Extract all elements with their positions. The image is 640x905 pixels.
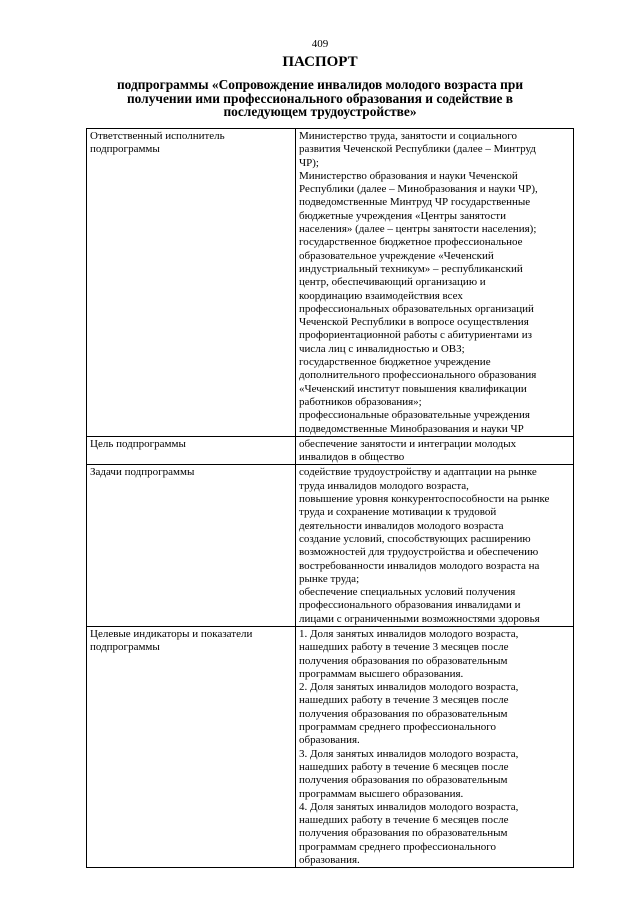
value-line: инвалидов в общество: [299, 451, 405, 464]
value-line: обеспечение занятости и интеграции молодых: [299, 437, 517, 450]
value-line: профессиональные образовательные учреждения: [299, 409, 530, 422]
document-title: ПАСПОРТ: [282, 54, 358, 70]
row-value: [296, 626, 574, 867]
value-line: 1. Доля занятых инвалидов молодого возраста,: [299, 627, 519, 640]
row-label: [87, 465, 296, 627]
row-value: [296, 436, 574, 465]
value-line: 4. Доля занятых инвалидов молодого возраста,: [299, 800, 519, 813]
value-line: центр, обеспечивающий организацию и: [299, 276, 486, 289]
label-line: подпрограммы: [90, 143, 160, 156]
table-row-goal: [87, 436, 574, 465]
value-line: нашедших работу в течение 3 месяцев после: [299, 694, 509, 707]
value-line: Министерство труда, занятости и социального: [299, 130, 517, 142]
value-line: Министерство образования и науки Чеченской: [299, 169, 518, 182]
table-row-tasks: [87, 465, 574, 627]
value-line: программам среднего профессионального: [299, 721, 497, 734]
value-line: получения образования по образовательным: [299, 707, 508, 720]
label-line: Целевые индикаторы и показатели: [90, 627, 253, 640]
value-line: подведомственные Минобразования и науки ЧР: [299, 422, 524, 435]
value-line: программам высшего образования.: [299, 667, 464, 680]
value-line: подведомственные Минтруд ЧР государственные: [299, 196, 531, 209]
value-line: 3. Доля занятых инвалидов молодого возраста,: [299, 747, 519, 760]
row-value: [296, 465, 574, 627]
label-line: Ответственный исполнитель: [90, 130, 225, 142]
value-line: лицами с ограниченными возможностями здоровья: [299, 612, 540, 625]
value-line: координацию взаимодействия всех: [299, 289, 463, 302]
value-line: обеспечение специальных условий получения: [299, 586, 516, 599]
label-line: Цель подпрограммы: [90, 437, 186, 450]
value-line: образования.: [299, 734, 360, 747]
table-row-responsible-executor: [87, 129, 574, 437]
value-line: образовательное учреждение «Чеченский: [299, 249, 494, 262]
subtitle-line: последующем трудоустройстве»: [223, 104, 417, 119]
value-line: профориентационной работы с абитуриентами из: [299, 329, 532, 342]
value-line: Чеченской Республики в вопросе осуществления: [299, 316, 529, 329]
value-line: дополнительного профессионального образования: [299, 369, 537, 382]
value-line: бюджетные учреждения «Центры занятости: [299, 209, 506, 222]
table-row-indicators: [87, 626, 574, 867]
value-line: развития Чеченской Республики (далее – Минтруд: [299, 143, 536, 156]
row-label: [87, 626, 296, 867]
value-line: нашедших работу в течение 6 месяцев после: [299, 760, 509, 773]
value-line: числа лиц с инвалидностью и ОВЗ;: [299, 342, 465, 355]
subtitle-line: подпрограммы «Сопровождение инвалидов молодого возраста при: [116, 77, 524, 92]
value-line: получения образования по образовательным: [299, 654, 508, 667]
value-line: государственное бюджетное профессиональное: [299, 236, 523, 249]
value-line: «Чеченский институт повышения квалификации: [299, 382, 527, 395]
row-label: [87, 129, 296, 437]
value-line: образования.: [299, 854, 360, 867]
value-line: 2. Доля занятых инвалидов молодого возраста,: [299, 681, 519, 694]
value-line: востребованности инвалидов молодого возраста на: [299, 559, 540, 572]
subtitle-line: получении ими профессионального образования и содействие в: [126, 90, 514, 106]
value-line: программам высшего образования.: [299, 787, 464, 800]
label-line: подпрограммы: [90, 641, 160, 654]
value-line: профессиональных образовательных организаций: [299, 302, 534, 315]
value-line: создание условий, способствующих расширению: [299, 532, 531, 545]
value-line: индустриальный техникум» – республиканский: [299, 262, 523, 275]
row-label: [87, 436, 296, 465]
value-line: Республики (далее – Минобразования и науки ЧР),: [299, 183, 538, 196]
page-number: 409: [311, 38, 329, 50]
passport-table: [86, 128, 574, 868]
label-line: Задачи подпрограммы: [90, 466, 195, 479]
document-subtitle: [60, 78, 580, 119]
value-line: деятельности инвалидов молодого возраста: [299, 519, 504, 532]
value-line: нашедших работу в течение 6 месяцев после: [299, 814, 509, 827]
value-line: программам среднего профессионального: [299, 840, 497, 853]
value-line: рынке труда;: [299, 572, 360, 585]
value-line: труда и сохранение мотивации к трудовой: [299, 506, 497, 519]
value-line: получения образования по образовательным: [299, 774, 508, 787]
value-line: государственное бюджетное учреждение: [299, 356, 491, 369]
value-line: возможностей для трудоустройства и обеспечению: [299, 546, 539, 559]
value-line: содействие трудоустройству и адаптации на рынке: [299, 466, 537, 479]
value-line: ЧР);: [299, 156, 319, 169]
value-line: населения» (далее – центры занятости населения);: [299, 223, 537, 236]
value-line: работников образования»;: [299, 395, 422, 408]
value-line: профессионального образования инвалидами и: [299, 599, 521, 612]
value-line: получения образования по образовательным: [299, 827, 508, 840]
value-line: труда инвалидов молодого возраста,: [299, 479, 469, 492]
row-value: [296, 129, 574, 437]
value-line: повышение уровня конкурентоспособности на рынке: [299, 493, 550, 506]
value-line: нашедших работу в течение 3 месяцев после: [299, 641, 509, 654]
